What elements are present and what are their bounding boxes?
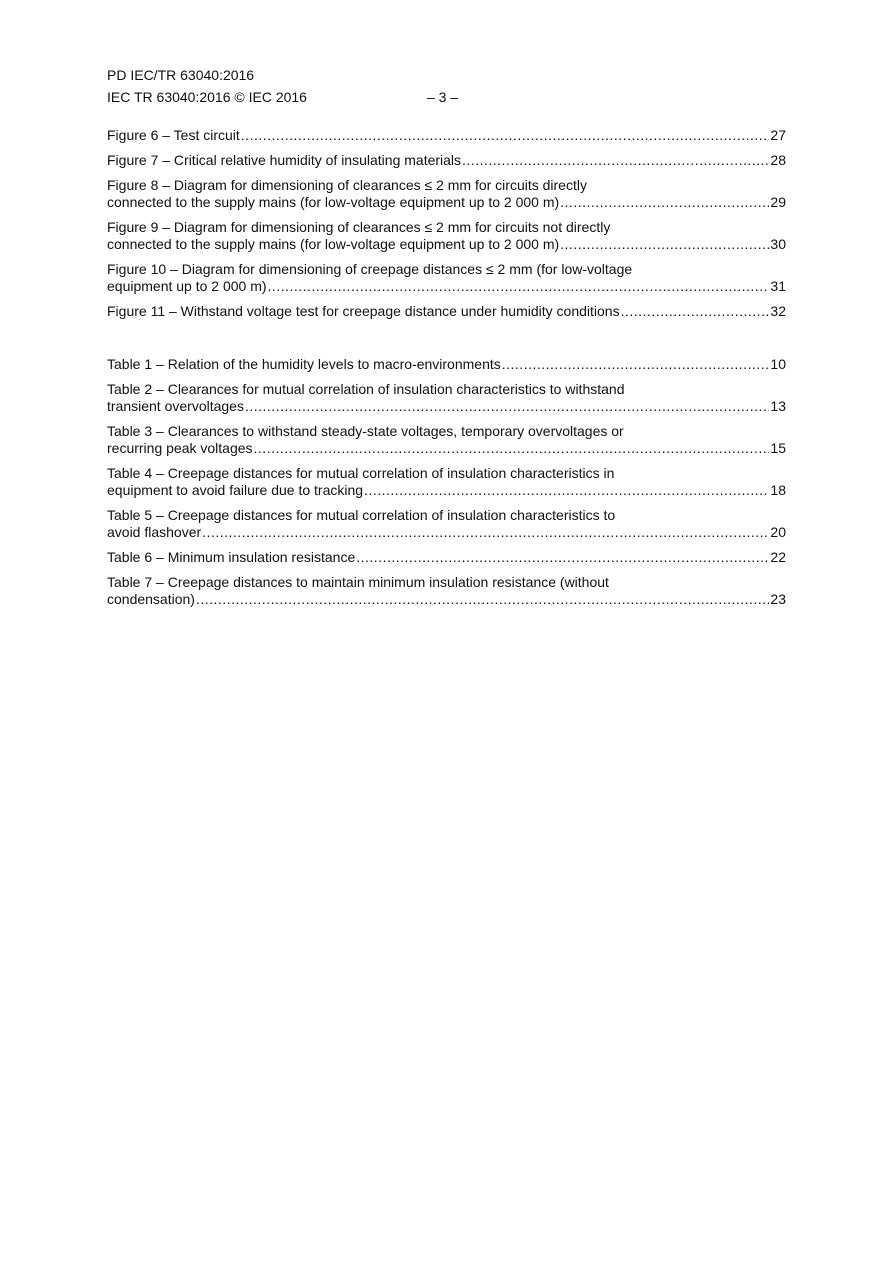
toc-entry-table[interactable] — [107, 465, 786, 499]
toc-entry-title-line: Figure 9 – Diagram for dimensioning of clearances ≤ 2 mm for circuits not directly — [107, 219, 611, 235]
toc-page-number: 27 — [770, 127, 786, 143]
toc-page-number: 20 — [770, 524, 786, 540]
toc-entry-table[interactable] — [107, 423, 786, 457]
toc-entry-title-line: Table 4 – Creepage distances for mutual correlation of insulation characteristics in — [107, 465, 615, 481]
toc-entry-table[interactable] — [107, 356, 786, 373]
toc-page-number: 13 — [770, 398, 786, 414]
document-id: PD IEC/TR 63040:2016 — [107, 67, 255, 83]
toc-entry-title-line: Table 7 – Creepage distances to maintain minimum insulation resistance (without — [107, 574, 609, 590]
toc-page-number: 18 — [770, 482, 786, 498]
toc-page-number: 32 — [770, 303, 786, 319]
dot-leader — [560, 194, 769, 211]
toc-page-number: 15 — [770, 440, 786, 456]
toc-entry-title-line: recurring peak voltages — [107, 440, 253, 456]
toc-entry-figure[interactable] — [107, 261, 786, 295]
toc-entry-title-line: connected to the supply mains (for low-voltage equipment up to 2 000 m) — [107, 194, 560, 210]
dot-leader — [202, 524, 769, 541]
toc-page-number: 10 — [770, 356, 786, 372]
toc-page-number: 22 — [770, 549, 786, 565]
toc-entry-title-line: transient overvoltages — [107, 398, 244, 414]
toc-entry-title-line: Table 2 – Clearances for mutual correlation of insulation characteristics to withstand — [107, 381, 625, 397]
toc-entry-title-line: avoid flashover — [107, 524, 202, 540]
toc-entry-figure[interactable] — [107, 152, 786, 169]
document-copyright: IEC TR 63040:2016 © IEC 2016 — [107, 89, 307, 105]
toc-entry-title: Table 6 – Minimum insulation resistance — [107, 549, 356, 565]
dot-leader — [241, 127, 770, 144]
toc-page-number: 29 — [770, 194, 786, 210]
toc-entry-title-line: Table 5 – Creepage distances for mutual correlation of insulation characteristics to — [107, 507, 616, 523]
dot-leader — [254, 440, 770, 457]
toc-entry-figure[interactable] — [107, 177, 786, 211]
dot-leader — [364, 482, 769, 499]
toc-entry-table[interactable] — [107, 574, 786, 608]
toc-page-number: 31 — [770, 278, 786, 294]
dot-leader — [502, 356, 770, 373]
toc-entry-title-line: equipment up to 2 000 m) — [107, 278, 267, 294]
toc-entry-title: Table 1 – Relation of the humidity levels to macro-environments — [107, 356, 501, 372]
toc-page-number: 28 — [770, 152, 786, 168]
toc-entry-title-line: Figure 8 – Diagram for dimensioning of clearances ≤ 2 mm for circuits directly — [107, 177, 587, 193]
toc-entry-figure[interactable] — [107, 303, 786, 320]
toc-page-number: 30 — [770, 236, 786, 252]
toc-entry-table[interactable] — [107, 507, 786, 541]
toc-entry-table[interactable] — [107, 549, 786, 566]
dot-leader — [196, 591, 769, 608]
toc-entry-title: Figure 11 – Withstand voltage test for creepage distance under humidity conditions — [107, 303, 620, 319]
dot-leader — [462, 152, 769, 169]
toc-page-number: 23 — [770, 591, 786, 607]
toc-entry-figure[interactable] — [107, 219, 786, 253]
page-header — [107, 64, 507, 108]
page-number: – 3 – — [427, 89, 459, 105]
toc-entry-title-line: connected to the supply mains (for low-voltage equipment up to 2 000 m) — [107, 236, 560, 252]
toc-entry-table[interactable] — [107, 381, 786, 415]
header-line-2 — [107, 86, 507, 108]
toc-entry-title-line: equipment to avoid failure due to tracking — [107, 482, 364, 498]
toc-entry-figure[interactable] — [107, 127, 786, 144]
dot-leader — [245, 398, 769, 415]
dot-leader — [560, 236, 769, 253]
list-of-tables — [107, 356, 786, 616]
toc-entry-title: Figure 7 – Critical relative humidity of insulating materials — [107, 152, 462, 168]
dot-leader — [268, 278, 770, 295]
dot-leader — [621, 303, 770, 320]
list-of-figures — [107, 127, 786, 328]
toc-entry-title-line: Table 3 – Clearances to withstand steady-state voltages, temporary overvoltages or — [107, 423, 624, 439]
dot-leader — [356, 549, 769, 566]
toc-entry-title-line: Figure 10 – Diagram for dimensioning of creepage distances ≤ 2 mm (for low-voltage — [107, 261, 633, 277]
toc-entry-title-line: condensation) — [107, 591, 195, 607]
toc-entry-title: Figure 6 – Test circuit — [107, 127, 240, 143]
